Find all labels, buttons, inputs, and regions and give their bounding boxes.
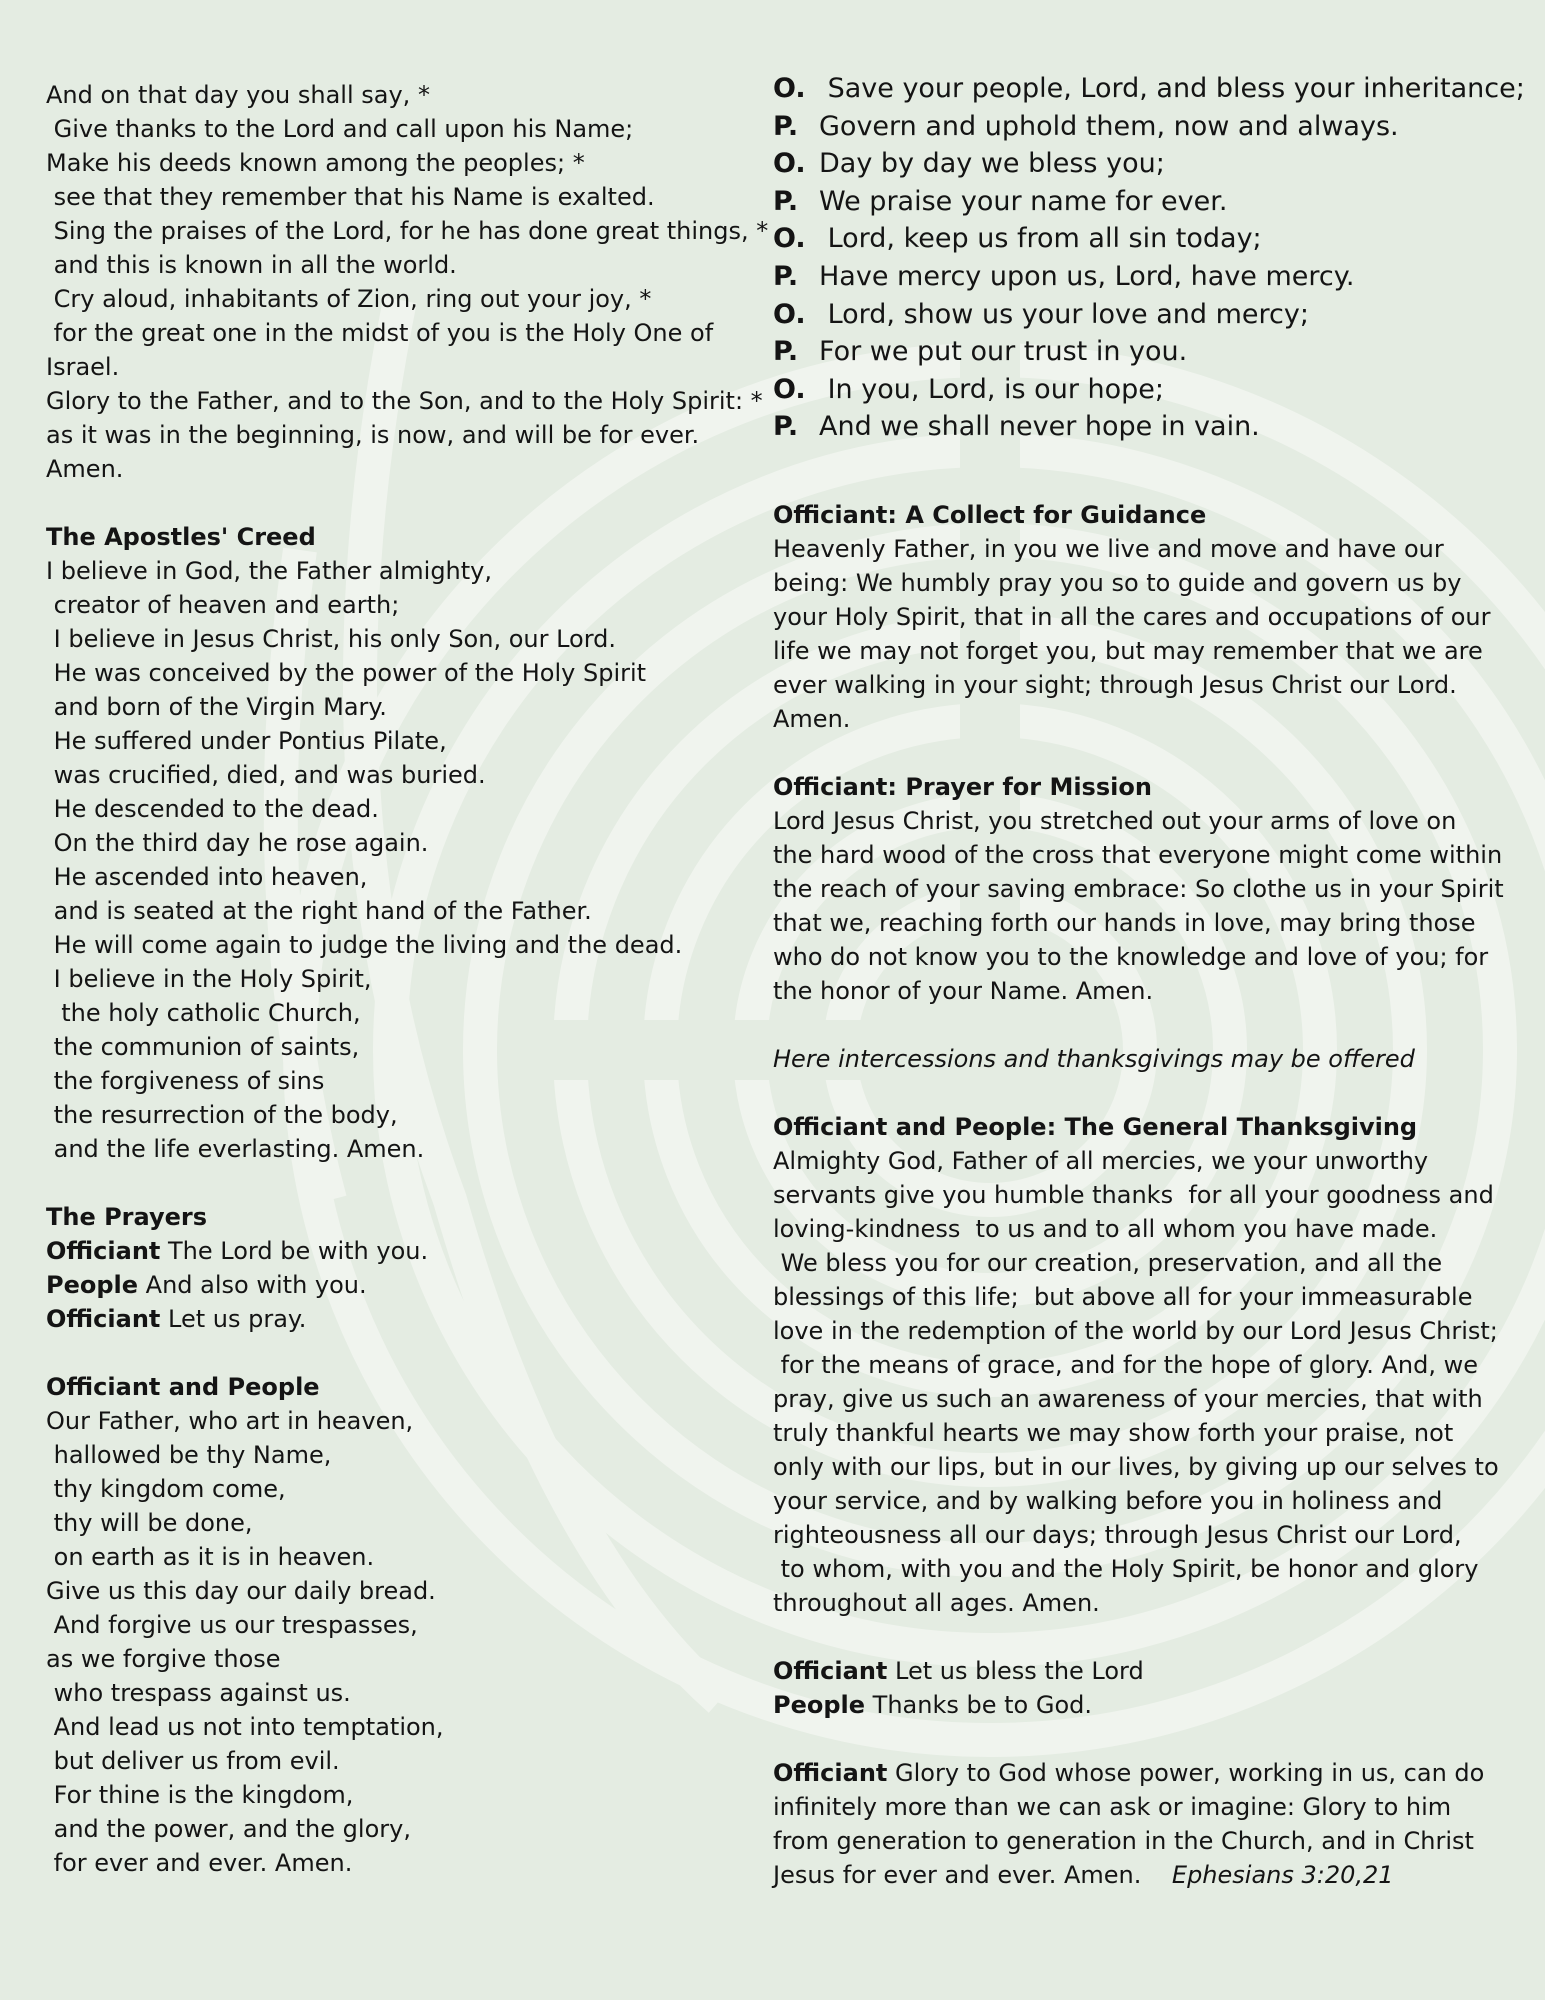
- versicle: [46, 1302, 736, 1336]
- creed-line: and is seated at the right hand of the Father.: [46, 897, 592, 925]
- dismissal: [773, 1654, 1518, 1722]
- suffrage-text: In you, Lord, is our hope;: [819, 373, 1164, 405]
- right-column: [773, 70, 1525, 1892]
- creed-line: was crucified, died, and was buried.: [46, 761, 486, 789]
- creed-line: creator of heaven and earth;: [46, 591, 400, 619]
- canticle: [46, 78, 769, 486]
- prayer-line: Our Father, who art in heaven,: [46, 1407, 414, 1435]
- speaker-label: People: [46, 1271, 139, 1299]
- canticle-line: Glory to the Father, and to the Son, and to the Holy Spirit: *: [46, 387, 763, 415]
- suffrage-tag: P.: [773, 260, 799, 292]
- mission-line: Lord Jesus Christ, you stretched out your arms of love on: [773, 806, 1457, 835]
- suffrage-tag: O.: [773, 373, 806, 405]
- thanksgiving-line: loving-kindness to us and to all whom you have made.: [773, 1214, 1438, 1243]
- canticle-line: Israel.: [46, 353, 120, 381]
- versicle-text: Let us pray.: [160, 1305, 307, 1333]
- collect-line: Amen.: [773, 704, 851, 733]
- section-heading: Officiant: A Collect for Guidance: [773, 500, 1207, 529]
- suffrage: [773, 220, 1518, 258]
- canticle-line: And on that day you shall say, *: [46, 81, 430, 109]
- prayer-line: hallowed be thy Name,: [46, 1441, 332, 1469]
- suffrage-text: We praise your name for ever.: [819, 185, 1228, 217]
- response: [773, 1688, 1518, 1722]
- suffrage-tag: P.: [773, 185, 799, 217]
- speaker-label: Officiant: [773, 1758, 888, 1787]
- prayer-line: who trespass against us.: [46, 1679, 351, 1707]
- suffrage: [773, 183, 1518, 221]
- left-column: [46, 78, 769, 1880]
- response-text: And also with you.: [138, 1271, 367, 1299]
- canticle-line: Cry aloud, inhabitants of Zion, ring out your joy, *: [46, 285, 652, 313]
- creed-line: the forgiveness of sins: [46, 1067, 325, 1095]
- mission-line: the hard wood of the cross that everyone might come within: [773, 840, 1503, 869]
- doxology: [773, 1756, 1518, 1892]
- suffrage: [773, 70, 1525, 108]
- creed-line: and the life everlasting. Amen.: [46, 1135, 425, 1163]
- versicle-text: Let us bless the Lord: [887, 1656, 1144, 1685]
- canticle-line: for the great one in the midst of you is the Holy One of: [46, 319, 714, 347]
- prayer-line: on earth as it is in heaven.: [46, 1543, 375, 1571]
- creed-line: On the third day he rose again.: [46, 829, 429, 857]
- suffrage: [773, 108, 1518, 146]
- versicle: [773, 1654, 1518, 1688]
- thanksgiving-line: your service, and by walking before you in holiness and: [773, 1486, 1443, 1515]
- thanksgiving-line: Almighty God, Father of all mercies, we your unworthy: [773, 1146, 1429, 1175]
- speaker-label: Officiant: [46, 1305, 161, 1333]
- suffrage-text: Govern and uphold them, now and always.: [819, 110, 1399, 142]
- collect-line: life we may not forget you, but may remember that we are: [773, 636, 1483, 665]
- suffrage-tag: O.: [773, 148, 806, 180]
- creed-line: He was conceived by the power of the Holy Spirit: [46, 659, 647, 687]
- prayer-line: For thine is the kingdom,: [46, 1781, 354, 1809]
- suffrage-text: Day by day we bless you;: [819, 148, 1165, 180]
- collect-for-guidance: [773, 498, 1518, 736]
- thanksgiving-line: to whom, with you and the Holy Spirit, be honor and glory: [773, 1554, 1479, 1583]
- prayer-for-mission: [773, 770, 1518, 1008]
- thanksgiving-line: for the means of grace, and for the hope of glory. And, we: [773, 1350, 1478, 1379]
- section-heading: Officiant: Prayer for Mission: [773, 772, 1152, 801]
- creed-line: the resurrection of the body,: [46, 1101, 398, 1129]
- thanksgiving-line: blessings of this life; but above all for your immeasurable: [773, 1282, 1473, 1311]
- canticle-line: Give thanks to the Lord and call upon his Name;: [46, 115, 634, 143]
- doxology-line: infinitely more than we can ask or imagine: Glory to him: [773, 1792, 1452, 1821]
- canticle-line: as it was in the beginning, is now, and will be for ever.: [46, 421, 700, 449]
- prayer-line: as we forgive those: [46, 1645, 281, 1673]
- thanksgiving-line: love in the redemption of the world by our Lord Jesus Christ;: [773, 1316, 1498, 1345]
- prayers: [46, 1200, 736, 1336]
- suffrage-text: Have mercy upon us, Lord, have mercy.: [819, 260, 1355, 292]
- suffrage-tag: P.: [773, 411, 799, 443]
- prayer-line: for ever and ever. Amen.: [46, 1849, 353, 1877]
- collect-line: being: We humbly pray you so to guide and govern us by: [773, 568, 1462, 597]
- suffrage-tag: O.: [773, 223, 806, 255]
- suffrage-tag: O.: [773, 73, 806, 104]
- mission-line: that we, reaching forth our hands in love, may bring those: [773, 908, 1476, 937]
- doxology-line: from generation to generation in the Church, and in Christ: [773, 1826, 1474, 1855]
- versicle-text: The Lord be with you.: [160, 1237, 429, 1265]
- lords-prayer: [46, 1370, 736, 1880]
- section-heading: The Apostles' Creed: [46, 523, 316, 551]
- response-text: Thanks be to God.: [865, 1690, 1092, 1719]
- doxology-line: Glory to God whose power, working in us, can do: [887, 1758, 1485, 1787]
- versicle: [46, 1234, 736, 1268]
- thanksgiving-line: only with our lips, but in our lives, by giving up our selves to: [773, 1452, 1499, 1481]
- prayer-line: And lead us not into temptation,: [46, 1713, 444, 1741]
- prayer-line: but deliver us from evil.: [46, 1747, 340, 1775]
- mission-line: the honor of your Name. Amen.: [773, 976, 1154, 1005]
- suffrage: [773, 258, 1518, 296]
- response: [46, 1268, 736, 1302]
- creed-line: He descended to the dead.: [46, 795, 379, 823]
- collect-line: Heavenly Father, in you we live and move and have our: [773, 534, 1444, 563]
- mission-line: the reach of your saving embrace: So clothe us in your Spirit: [773, 874, 1504, 903]
- suffrage-tag: O.: [773, 298, 806, 330]
- suffrage: [773, 145, 1518, 183]
- general-thanksgiving: [773, 1110, 1518, 1620]
- suffrage-text: For we put our trust in you.: [819, 336, 1188, 368]
- prayer-line: thy kingdom come,: [46, 1475, 286, 1503]
- creed-line: the holy catholic Church,: [46, 999, 361, 1027]
- creed-line: He ascended into heaven,: [46, 863, 368, 891]
- collect-line: ever walking in your sight; through Jesus Christ our Lord.: [773, 670, 1457, 699]
- prayer-line: thy will be done,: [46, 1509, 253, 1537]
- creed-line: He suffered under Pontius Pilate,: [46, 727, 447, 755]
- thanksgiving-line: servants give you humble thanks for all your goodness and: [773, 1180, 1494, 1209]
- creed-line: I believe in God, the Father almighty,: [46, 557, 493, 585]
- canticle-line: Amen.: [46, 455, 124, 483]
- prayer-line: Give us this day our daily bread.: [46, 1577, 436, 1605]
- creed-line: and born of the Virgin Mary.: [46, 693, 387, 721]
- thanksgiving-line: truly thankful hearts we may show forth your praise, not: [773, 1418, 1454, 1447]
- creed-line: He will come again to judge the living and the dead.: [46, 931, 683, 959]
- suffrage: [773, 333, 1518, 371]
- doxology-line: Jesus for ever and ever. Amen.: [773, 1860, 1172, 1889]
- speaker-label: People: [773, 1690, 866, 1719]
- suffrage-text: And we shall never hope in vain.: [819, 411, 1260, 443]
- suffrage-text: Save your people, Lord, and bless your inheritance;: [819, 73, 1525, 104]
- speaker-label: Officiant: [46, 1237, 161, 1265]
- suffrage-text: Lord, keep us from all sin today;: [819, 223, 1262, 255]
- speaker-label: Officiant: [773, 1656, 888, 1685]
- section-heading: The Prayers: [46, 1203, 208, 1231]
- canticle-line: Sing the praises of the Lord, for he has done great things, *: [46, 217, 769, 245]
- rubric-intercessions: Here intercessions and thanksgivings may be offered: [773, 1044, 1415, 1073]
- suffrage-text: Lord, show us your love and mercy;: [819, 298, 1309, 330]
- section-heading: Officiant and People: [46, 1373, 320, 1401]
- thanksgiving-line: throughout all ages. Amen.: [773, 1588, 1100, 1617]
- canticle-line: and this is known in all the world.: [46, 251, 457, 279]
- thanksgiving-line: righteousness all our days; through Jesus Christ our Lord,: [773, 1520, 1462, 1549]
- section-heading: Officiant and People: The General Thanksgiving: [773, 1112, 1418, 1141]
- creed-line: I believe in Jesus Christ, his only Son, our Lord.: [46, 625, 617, 653]
- scripture-citation: Ephesians 3:20,21: [1171, 1860, 1394, 1889]
- suffrage: [773, 296, 1518, 334]
- creed-line: the communion of saints,: [46, 1033, 360, 1061]
- thanksgiving-line: pray, give us such an awareness of your mercies, that with: [773, 1384, 1483, 1413]
- collect-line: your Holy Spirit, that in all the cares and occupations of our: [773, 602, 1491, 631]
- creed-line: I believe in the Holy Spirit,: [46, 965, 372, 993]
- canticle-line: Make his deeds known among the peoples; *: [46, 149, 585, 177]
- apostles-creed: [46, 520, 736, 1166]
- suffrage-tag: P.: [773, 110, 799, 142]
- prayer-line: and the power, and the glory,: [46, 1815, 411, 1843]
- suffrage: [773, 408, 1518, 446]
- suffrage: [773, 371, 1518, 409]
- suffrages: [773, 70, 1525, 446]
- canticle-line: see that they remember that his Name is exalted.: [46, 183, 655, 211]
- prayer-line: And forgive us our trespasses,: [46, 1611, 418, 1639]
- thanksgiving-line: We bless you for our creation, preservation, and all the: [773, 1248, 1443, 1277]
- suffrage-tag: P.: [773, 336, 799, 368]
- mission-line: who do not know you to the knowledge and love of you; for: [773, 942, 1489, 971]
